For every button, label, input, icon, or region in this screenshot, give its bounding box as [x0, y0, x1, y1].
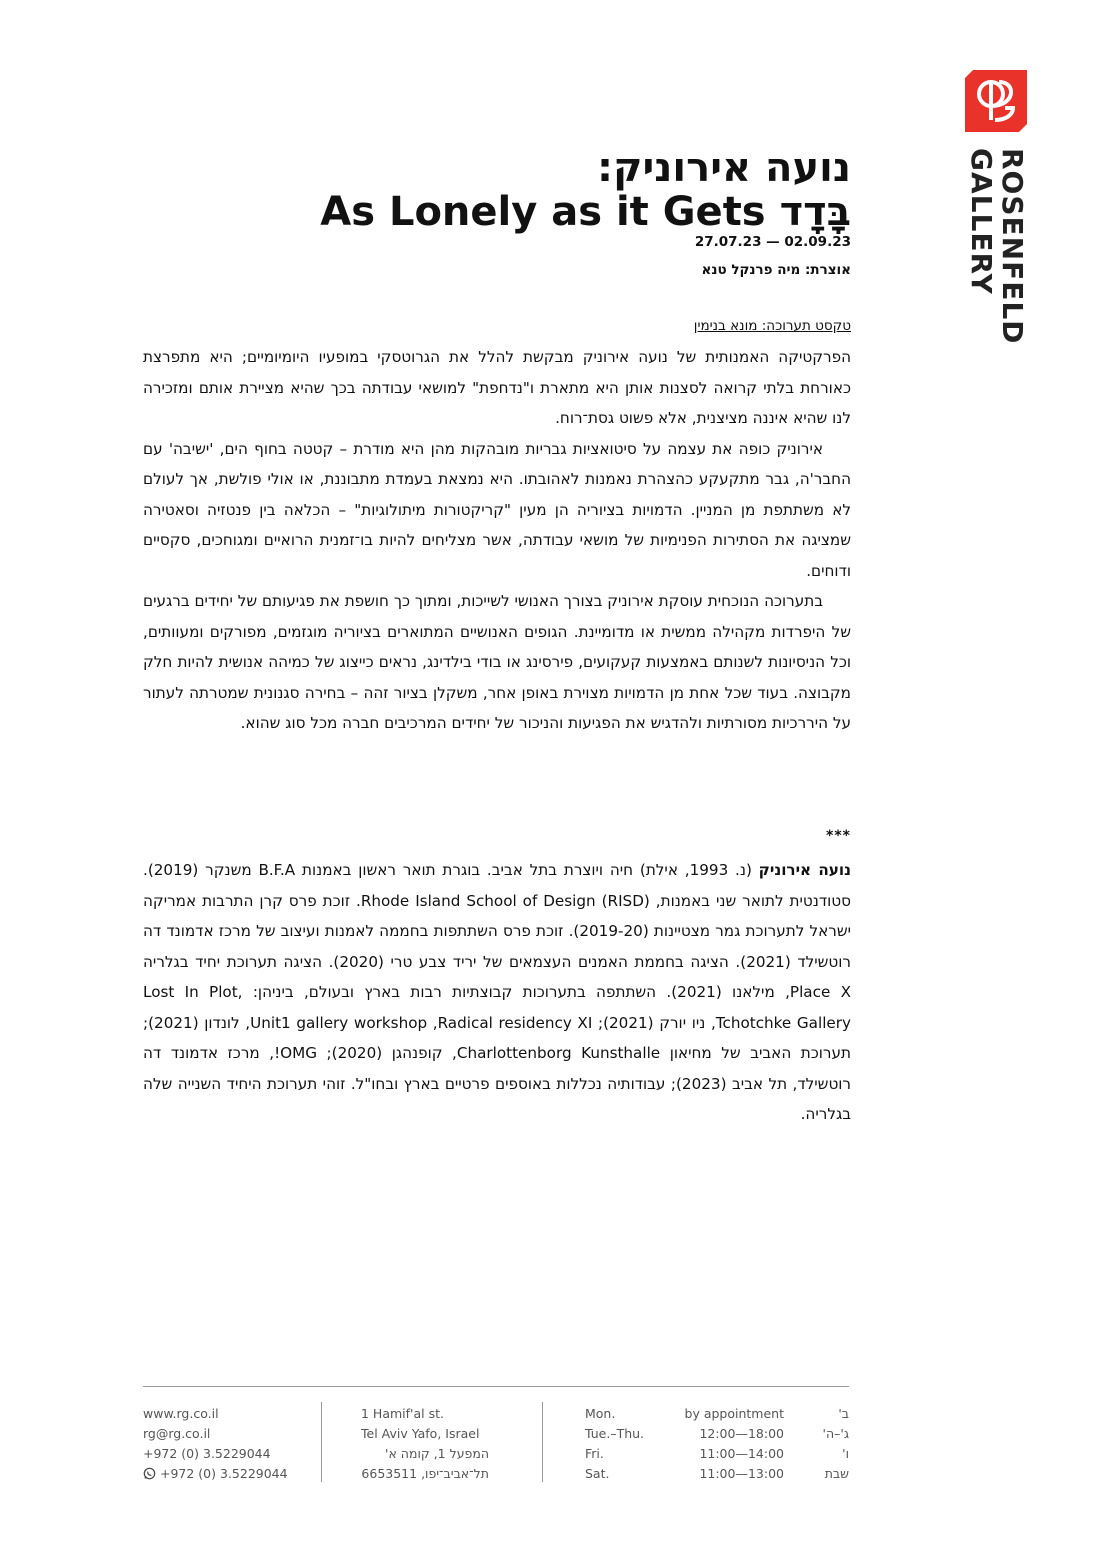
whatsapp-number[interactable] [143, 1464, 288, 1484]
footer-divider [143, 1386, 849, 1387]
bio-text: (נ. 1993, אילת) חיה ויוצרת בתל אביב. בוגרת תואר ראשון באמנות B.F.A משנקר (2019). סטודנטית לתואר שני באמנות, Rhode Island School of Design (RISD). זוכת פרס קרן התרבות אמריקה ישראל לתערוכת גמר מצטיינות (2019-20). זוכת פרס השתתפות בחממה לאמנות ועיצוב של מרכז אדמונד דה רוטשילד (2021). הציגה בחממת האמנים העצמאים של יריד צבע טרי (2020). הציגה תערוכת יחיד בגלריה Place X, מילאנו (2021). השתתפה בתערוכות קבוצתיות רבות בארץ ובעולם, ביניהן: Lost In Plot, Tchotchke Gallery, ניו יורק (2021); Unit1 gallery workshop ,Radical residency XI, לונדון (2021); תערוכת האביב של מחיאון Charlottenborg Kunsthalle, קופנהגן (2020); OMG!, מרכז אדמונד דה רוטשילד, תל אביב (2023); עבודותיה נכללות באוספים פרטיים בארץ ובחו"ל. זוהי תערוכת היחיד השנייה שלה בגלריה. [143, 861, 851, 1123]
subtitle-english: As Lonely as it Gets [320, 189, 766, 235]
address-line: 1 Hamif'al st. [361, 1406, 444, 1421]
artist-name: נועה אירוניק [758, 861, 851, 879]
hours-value: by appointment [684, 1406, 784, 1421]
section-separator: *** [826, 828, 851, 844]
footer-address [361, 1404, 489, 1484]
exhibition-title: נועה אירוניק: [597, 145, 851, 191]
exhibition-text [143, 342, 851, 739]
day-he: ג'–ה' [822, 1426, 849, 1441]
footer-hours-times [672, 1404, 784, 1484]
address-line: Tel Aviv Yafo, Israel [361, 1426, 480, 1441]
hours-value: 13:00—11:00 [699, 1466, 784, 1481]
hours-value: 18:00—12:00 [699, 1426, 784, 1441]
footer-contact [143, 1404, 288, 1484]
whatsapp-icon [143, 1467, 156, 1480]
day-he: ב' [838, 1406, 849, 1421]
artist-bio [143, 855, 851, 1130]
phone-number[interactable]: +972 (0) 3.5229044 [143, 1446, 271, 1461]
paragraph: בתערוכה הנוכחית עוסקת אירוניק בצורך האנושי לשייכות, ומתוך כך חושפת את פגיעותם של יחידים ברגעים של היפרדות מקהילה ממשית או מדומיינת. הגופים האנושיים המתוארים בציוריה מוגזמים, מפורקים ומעוותים, וכל הניסיונות לשנותם באמצעות קעקועים, פירסינג או בודי בילדינג, נראים כייצוג של כמיהה אנושית להיות חלק מקבוצה. בעוד שכל אחת מן הדמויות מצוירת באופן אחר, משקלן בציור זהה – בחירה סגנונית שמטרתה לעתור על היררכיות מסורתיות ולהדגיש את הפגיעות והניכור של יחידים המרכיבים חברה מכל סוג שהוא. [143, 592, 851, 732]
curator-credit: אוצרת: מיה פרנקל טנא [701, 262, 851, 278]
paragraph: הפרקטיקה האמנותית של נועה אירוניק מבקשת להלל את הגרוטסקי במופעיו היומיומיים; היא מתפרצת כאורחת בלתי קרואה לסצנות אותן היא מתארת ו"נדחפת" למושאי עבודתה בכך שהיא מציירת אותם ומזכירה לנו שהיא איננה מציצנית, אלא פשוט גסת־רוח. [143, 348, 851, 427]
footer-column-divider [542, 1402, 543, 1482]
exhibition-subtitle [320, 186, 851, 238]
gallery-name-line1: ROSENFELD [996, 148, 1029, 345]
hours-value: 14:00—11:00 [699, 1446, 784, 1461]
day-en: Fri. [585, 1446, 604, 1461]
day-en: Mon. [585, 1406, 616, 1421]
day-en: Tue.–Thu. [585, 1426, 645, 1441]
subtitle-hebrew: בָּדָד [779, 189, 851, 235]
footer-hours-days-he [795, 1404, 849, 1484]
paragraph: אירוניק כופה את עצמה על סיטואציות גבריות מובהקות מהן היא מודרת – קטטה בחוף הים, 'ישיבה' עם החבר'ה, גבר מתקעקע כהצהרת נאמנות לאהובתו. היא נמצאת בעמדת מתבוננת, או אולי פולשת, אך לעולם לא משתתפת מן המניין. הדמויות בציוריה הן מעין "קריקטורות מיתולוגיות" – הכלאה בין פנטזיה וסאטירה שמציגה את הסתירות הפנימיות של מושאי עבודתה, אשר מצליחים להיות בו־זמנית הרואיים ומגוחכים, סקסיים ודוחים. [143, 439, 851, 580]
whatsapp-label: +972 (0) 3.5229044 [160, 1466, 288, 1481]
day-he: ו' [842, 1446, 849, 1461]
gallery-name-line2: GALLERY [965, 148, 998, 295]
address-line-hebrew: תל־אביב־יפו, 6653511 [361, 1466, 489, 1481]
website-link[interactable]: www.rg.co.il [143, 1406, 219, 1421]
day-en: Sat. [585, 1466, 610, 1481]
day-he: שבת [824, 1466, 849, 1481]
exhibition-text-label: טקסט תערוכה: מונא בנימין [693, 318, 851, 334]
gallery-name [964, 148, 1028, 348]
email-link[interactable]: rg@rg.co.il [143, 1426, 211, 1441]
footer-hours-days-en [585, 1404, 644, 1484]
exhibition-dates: 02.09.23 — 27.07.23 [694, 234, 851, 250]
address-line-hebrew: המפעל 1, קומה א' [385, 1446, 489, 1461]
footer-column-divider [321, 1402, 322, 1482]
gallery-logo [965, 70, 1027, 132]
